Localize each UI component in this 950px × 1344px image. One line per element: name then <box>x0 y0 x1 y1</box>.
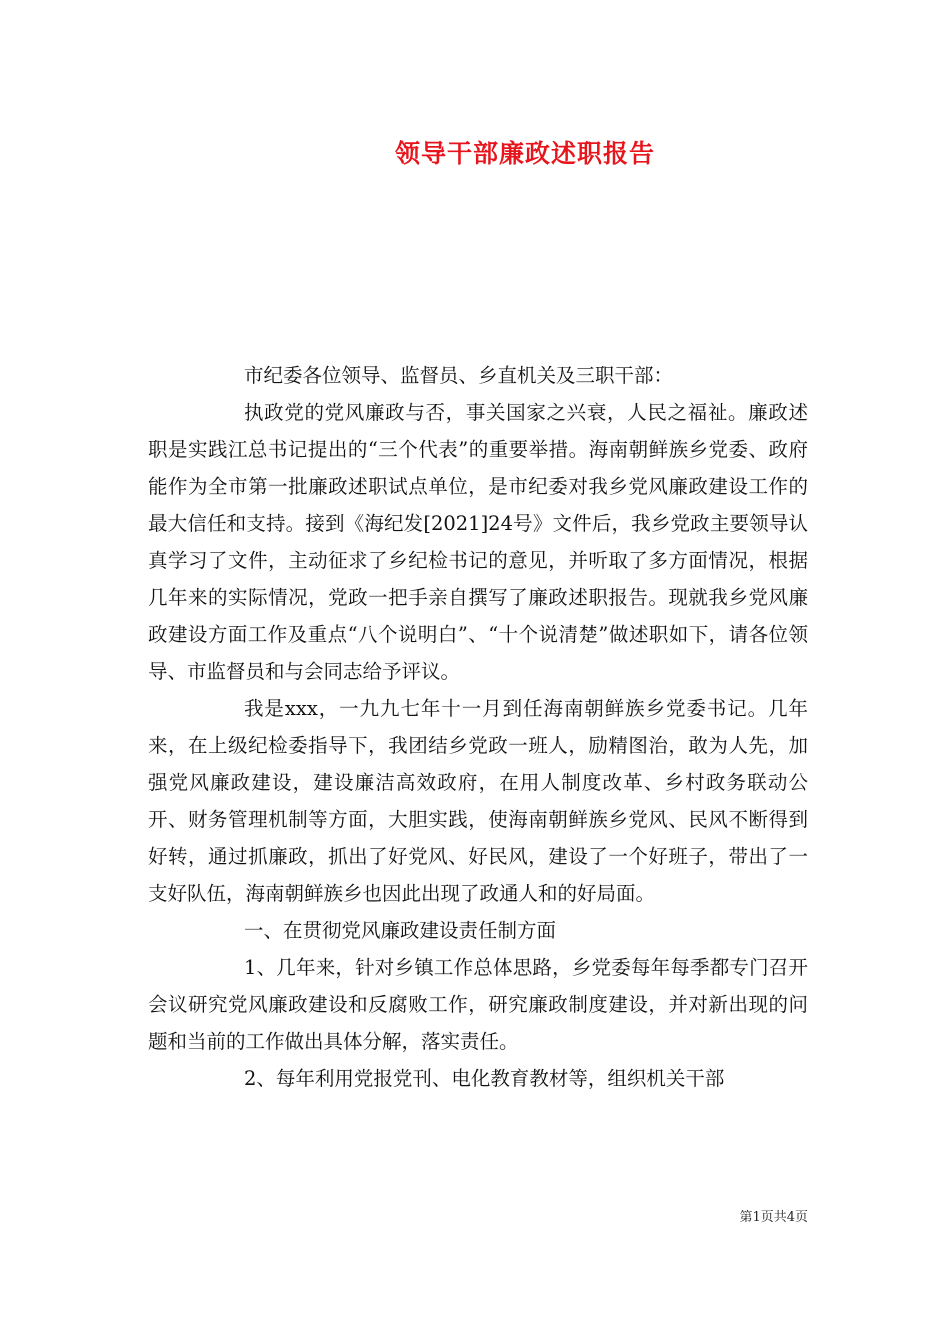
document-title: 领导干部廉政述职报告 <box>394 139 655 168</box>
intro-paragraph: 执政党的党风廉政与否，事关国家之兴衰，人民之福祉。廉政述职是实践江总书记提出的“三个代表”的重要举措。海南朝鲜族乡党委、政府能作为全市第一批廉政述职试点单位，是市纪委对我乡党风廉政建设工作的最大信任和支持。接到《海纪发[2021]24号》文件后，我乡党政主要领导认真学习了文件，主动征求了乡纪检书记的意见，并听取了多方面情况，根据几年来的实际情况，党政一把手亲自撰写了廉政述职报告。现就我乡党风廉政建设方面工作及重点“八个说明白”、“十个说清楚”做述职如下，请各位领导、市监督员和与会同志给予评议。 <box>148 401 808 683</box>
salutation-paragraph: 市纪委各位领导、监督员、乡直机关及三职干部： <box>244 364 674 387</box>
self-introduction-paragraph: 我是xxx，一九九七年十一月到任海南朝鲜族乡党委书记。几年来，在上级纪检委指导下，我团结乡党政一班人，励精图治，敢为人先，加强党风廉政建设，建设廉洁高效政府，在用人制度改革、乡村政务联动公开、财务管理机制等方面，大胆实践，使海南朝鲜族乡党风、民风不断得到好转，通过抓廉政，抓出了好党风、好民风，建设了一个好班子，带出了一支好队伍，海南朝鲜族乡也因此出现了政通人和的好局面。 <box>148 697 808 905</box>
page-number-footer: 第1页共4页 <box>739 1210 808 1225</box>
section-heading-1: 一、在贯彻党风廉政建设责任制方面 <box>244 919 557 942</box>
item-paragraph-1: 1、几年来，针对乡镇工作总体思路，乡党委每年每季都专门召开会议研究党风廉政建设和反腐败工作，研究廉政制度建设，并对新出现的问题和当前的工作做出具体分解，落实责任。 <box>148 956 808 1053</box>
document-body <box>148 357 808 1097</box>
item-paragraph-2: 2、每年利用党报党刊、电化教育教材等，组织机关干部 <box>244 1067 725 1090</box>
